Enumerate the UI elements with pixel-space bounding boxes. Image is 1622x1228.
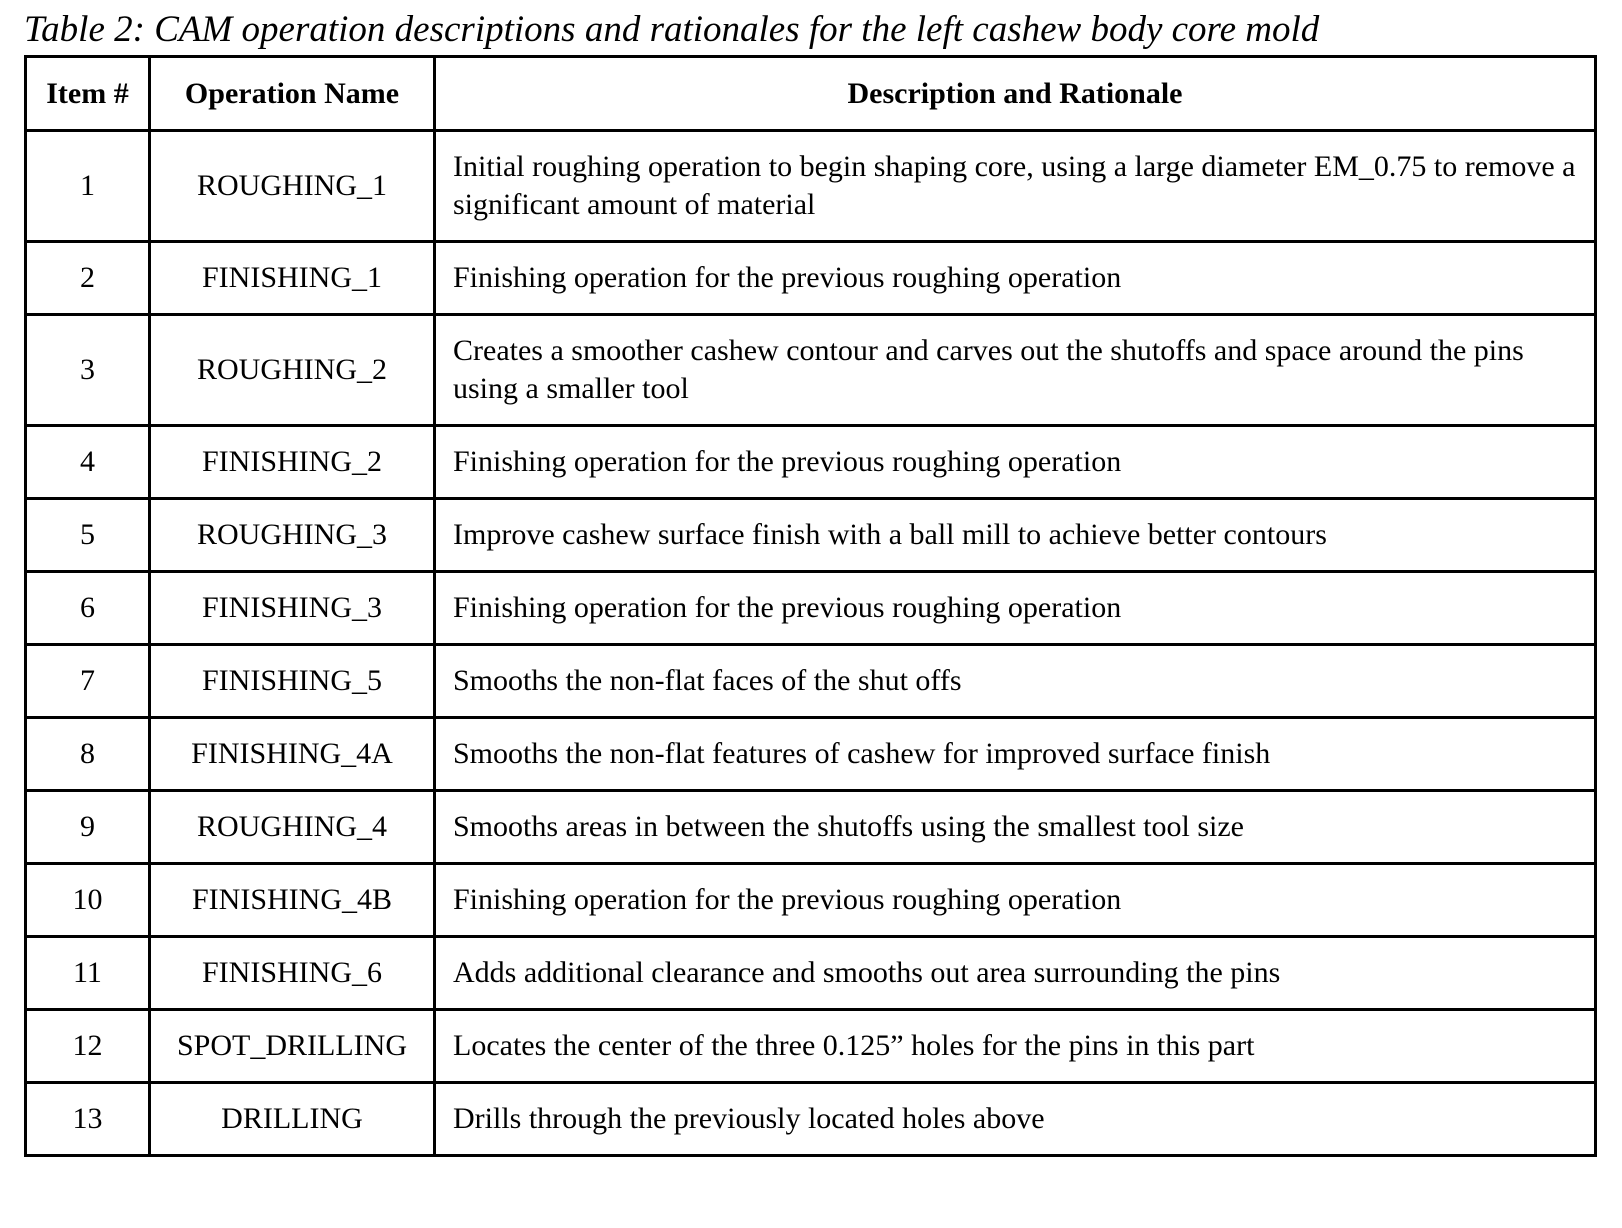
operation-name-cell: ROUGHING_3 xyxy=(150,499,435,572)
table-row xyxy=(26,937,1596,1010)
description-cell: Smooths areas in between the shutoffs using the smallest tool size xyxy=(435,791,1596,864)
operation-name-cell: ROUGHING_2 xyxy=(150,315,435,426)
table-row xyxy=(26,242,1596,315)
table-row xyxy=(26,718,1596,791)
header-operation-name: Operation Name xyxy=(150,57,435,131)
operation-name-cell: ROUGHING_1 xyxy=(150,131,435,242)
description-cell: Finishing operation for the previous roughing operation xyxy=(435,242,1596,315)
table-row xyxy=(26,864,1596,937)
description-cell: Finishing operation for the previous roughing operation xyxy=(435,426,1596,499)
operation-name-cell: DRILLING xyxy=(150,1083,435,1156)
item-number-cell: 11 xyxy=(26,937,150,1010)
description-cell: Drills through the previously located holes above xyxy=(435,1083,1596,1156)
operation-name-cell: SPOT_DRILLING xyxy=(150,1010,435,1083)
operation-name-cell: FINISHING_2 xyxy=(150,426,435,499)
operation-name-cell: FINISHING_4A xyxy=(150,718,435,791)
item-number-cell: 5 xyxy=(26,499,150,572)
table-row xyxy=(26,791,1596,864)
item-number-cell: 9 xyxy=(26,791,150,864)
header-description: Description and Rationale xyxy=(435,57,1596,131)
table-row xyxy=(26,1010,1596,1083)
header-item-number: Item # xyxy=(26,57,150,131)
item-number-cell: 12 xyxy=(26,1010,150,1083)
description-cell: Creates a smoother cashew contour and carves out the shutoffs and space around the pins using a smaller tool xyxy=(435,315,1596,426)
operation-name-cell: ROUGHING_4 xyxy=(150,791,435,864)
item-number-cell: 6 xyxy=(26,572,150,645)
operation-name-cell: FINISHING_5 xyxy=(150,645,435,718)
table-row xyxy=(26,645,1596,718)
operation-name-cell: FINISHING_4B xyxy=(150,864,435,937)
item-number-cell: 7 xyxy=(26,645,150,718)
header-row xyxy=(26,57,1596,131)
description-cell: Locates the center of the three 0.125” holes for the pins in this part xyxy=(435,1010,1596,1083)
description-cell: Initial roughing operation to begin shaping core, using a large diameter EM_0.75 to remove a significant amount of material xyxy=(435,131,1596,242)
description-cell: Improve cashew surface finish with a ball mill to achieve better contours xyxy=(435,499,1596,572)
table-caption: Table 2: CAM operation descriptions and rationales for the left cashew body core mold xyxy=(24,9,1320,50)
table-row xyxy=(26,426,1596,499)
cam-operations-table xyxy=(24,55,1597,1157)
item-number-cell: 3 xyxy=(26,315,150,426)
description-cell: Finishing operation for the previous roughing operation xyxy=(435,572,1596,645)
operation-name-cell: FINISHING_3 xyxy=(150,572,435,645)
item-number-cell: 4 xyxy=(26,426,150,499)
description-cell: Smooths the non-flat faces of the shut offs xyxy=(435,645,1596,718)
table-row xyxy=(26,1083,1596,1156)
description-cell: Adds additional clearance and smooths out area surrounding the pins xyxy=(435,937,1596,1010)
item-number-cell: 13 xyxy=(26,1083,150,1156)
table-row xyxy=(26,499,1596,572)
item-number-cell: 2 xyxy=(26,242,150,315)
operation-name-cell: FINISHING_6 xyxy=(150,937,435,1010)
description-cell: Finishing operation for the previous roughing operation xyxy=(435,864,1596,937)
operation-name-cell: FINISHING_1 xyxy=(150,242,435,315)
item-number-cell: 10 xyxy=(26,864,150,937)
table-row xyxy=(26,315,1596,426)
item-number-cell: 1 xyxy=(26,131,150,242)
description-cell: Smooths the non-flat features of cashew for improved surface finish xyxy=(435,718,1596,791)
table-row xyxy=(26,131,1596,242)
table-row xyxy=(26,572,1596,645)
item-number-cell: 8 xyxy=(26,718,150,791)
